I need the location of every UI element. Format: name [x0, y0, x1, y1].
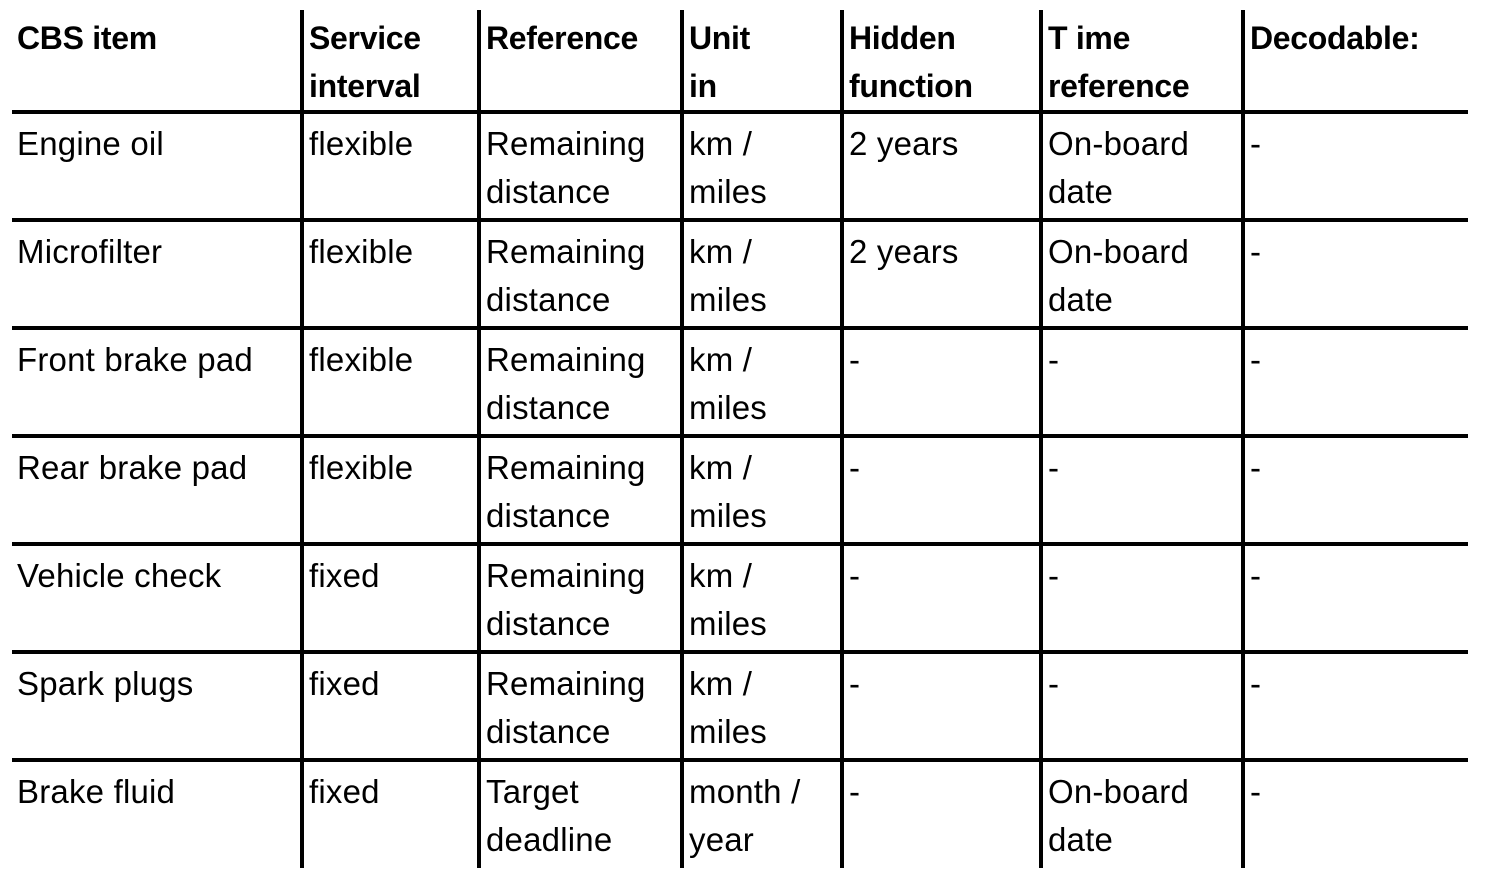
cell-unit-in: km / miles [682, 652, 842, 760]
table-header [12, 10, 1468, 112]
cell-unit-in: km / miles [682, 112, 842, 220]
cell-reference: Remaining distance [479, 544, 682, 652]
header-hidden-function: Hidden function [842, 10, 1041, 112]
cell-service-interval: fixed [302, 760, 479, 868]
table-row [12, 220, 1468, 328]
cell-hidden-function: - [842, 760, 1041, 868]
table-row [12, 436, 1468, 544]
cell-hidden-function: - [842, 544, 1041, 652]
cell-reference: Remaining distance [479, 436, 682, 544]
cell-hidden-function: - [842, 652, 1041, 760]
cell-service-interval: fixed [302, 652, 479, 760]
cell-unit-in: km / miles [682, 220, 842, 328]
cell-unit-in: km / miles [682, 544, 842, 652]
cell-decodable: - [1243, 544, 1468, 652]
cell-decodable: - [1243, 112, 1468, 220]
table-row [12, 544, 1468, 652]
cell-reference: Remaining distance [479, 652, 682, 760]
cell-reference: Remaining distance [479, 112, 682, 220]
cell-decodable: - [1243, 220, 1468, 328]
cell-cbs-item: Front brake pad [12, 328, 302, 436]
cell-service-interval: flexible [302, 112, 479, 220]
cell-service-interval: fixed [302, 544, 479, 652]
cell-time-reference: - [1041, 436, 1243, 544]
cell-time-reference: On-board date [1041, 760, 1243, 868]
cell-service-interval: flexible [302, 220, 479, 328]
header-time-reference: T ime reference [1041, 10, 1243, 112]
cell-unit-in: km / miles [682, 328, 842, 436]
cell-cbs-item: Rear brake pad [12, 436, 302, 544]
cell-unit-in: month / year [682, 760, 842, 868]
cell-cbs-item: Vehicle check [12, 544, 302, 652]
cbs-items-table [12, 10, 1468, 868]
cell-service-interval: flexible [302, 328, 479, 436]
cell-time-reference: - [1041, 652, 1243, 760]
header-row [12, 10, 1468, 112]
cell-service-interval: flexible [302, 436, 479, 544]
cell-reference: Remaining distance [479, 328, 682, 436]
header-service-interval: Service interval [302, 10, 479, 112]
cell-time-reference: - [1041, 544, 1243, 652]
cell-reference: Target deadline [479, 760, 682, 868]
cell-cbs-item: Spark plugs [12, 652, 302, 760]
cell-reference: Remaining distance [479, 220, 682, 328]
cell-decodable: - [1243, 652, 1468, 760]
cell-decodable: - [1243, 760, 1468, 868]
header-reference: Reference [479, 10, 682, 112]
table-row [12, 652, 1468, 760]
table-row [12, 112, 1468, 220]
table-body [12, 112, 1468, 868]
table-row [12, 760, 1468, 868]
cell-hidden-function: 2 years [842, 112, 1041, 220]
cell-time-reference: On-board date [1041, 220, 1243, 328]
table-row [12, 328, 1468, 436]
cell-cbs-item: Brake fluid [17, 773, 176, 810]
cell-decodable: - [1243, 436, 1468, 544]
header-decodable: Decodable: [1243, 10, 1468, 112]
cell-cbs-item: Microfilter [12, 220, 302, 328]
cell-hidden-function: - [842, 328, 1041, 436]
cell-unit-in: km / miles [682, 436, 842, 544]
cell-time-reference: - [1041, 328, 1243, 436]
cell-decodable: - [1243, 328, 1468, 436]
cell-time-reference: On-board date [1041, 112, 1243, 220]
cell-cbs-item: Engine oil [12, 112, 302, 220]
header-cbs-item: CBS item [12, 10, 302, 112]
cell-hidden-function: 2 years [842, 220, 1041, 328]
cell-hidden-function: - [842, 436, 1041, 544]
header-unit-in: Unit in [682, 10, 842, 112]
